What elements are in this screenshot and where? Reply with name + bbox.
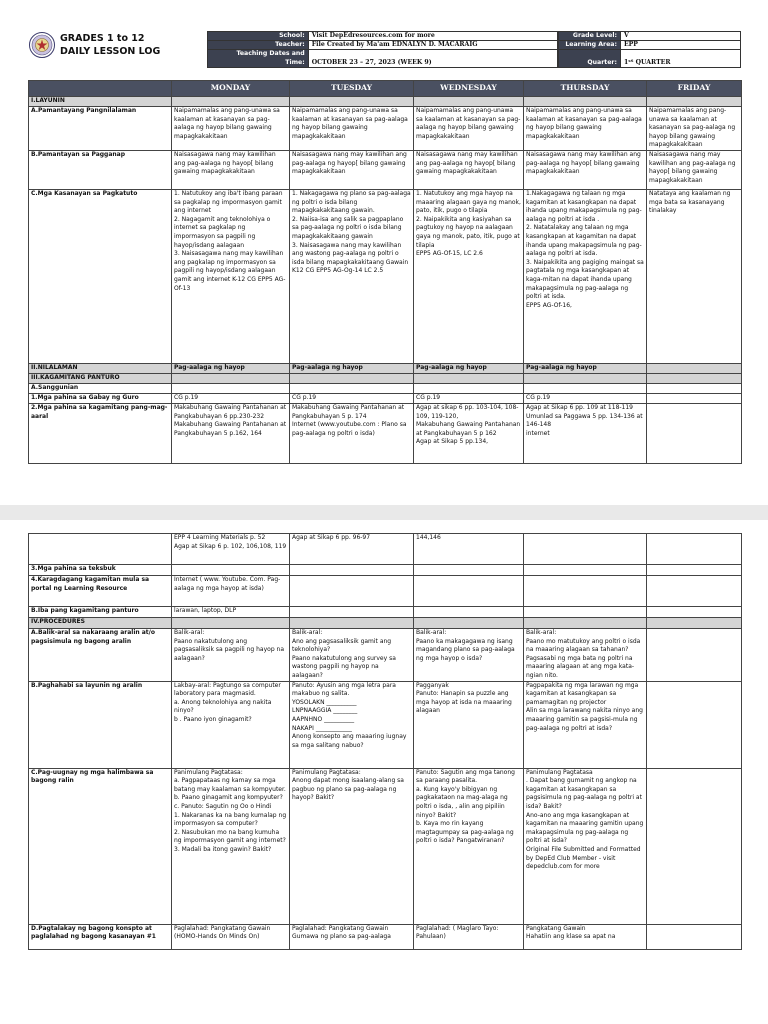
row-label: B.Pamantayan sa Pagganap [29,150,172,189]
cell-thursday: Agap at Sikap 6 pp. 109 at 118-119 Umunlad sa Paggawa 5 pp. 134-136 at 146-148 internet [524,403,647,463]
cell-friday [647,534,742,565]
dates-label [208,50,309,68]
day-header-monday: MONDAY [172,81,290,97]
cell-tuesday: Makabuhang Gawaing Pantahanan at Pangkabuhayan 5 p. 174 Internet (www.youtube.com : Plano sa pag-aalaga ng poltri o isda) [290,403,414,463]
cell-wednesday [414,383,524,393]
cell-monday: Internet ( www. Youtube. Com. Pag-aalaga ng mga hayop at isda) [172,576,290,607]
cell-thursday [524,576,647,607]
learning-area-label: Learning Area: [559,41,621,50]
cell-friday [647,383,742,393]
cell-friday [647,768,742,924]
title-line-1: GRADES 1 to 12 [60,33,145,44]
cell-thursday [524,534,647,565]
cell-monday: Makabuhang Gawaing Pantahanan at Pangkabuhayan 6 pp.230-232 Makabuhang Gawaing Pantahanan at Pangkabuhayan 5 p.162, 164 [172,403,290,463]
cell-thursday [524,383,647,393]
row-label [29,534,172,565]
row-label: C.Pag-uugnay ng mga halimbawa sa bagong rali​n [29,768,172,924]
cell-monday [172,373,290,383]
cell-monday [172,97,290,107]
cell-friday [647,565,742,576]
cell-thursday: Pag-aalaga ng hayop [524,363,647,373]
row-label: I.LAYUNIN [29,97,172,107]
cell-tuesday [290,576,414,607]
day-header-wednesday: WEDNESDAY [414,81,524,97]
day-header-tuesday: TUESDAY [290,81,414,97]
row-label: B.Paghahabi sa layunin ng aralin [29,681,172,768]
cell-tuesday [290,618,414,629]
day-header-friday: FRIDAY [647,81,742,97]
cell-friday [647,629,742,682]
cell-monday: Naisasagawa nang may kawilihan ang pag-aalaga ng hayop[ bilang gawaing mapagkakakitaan [172,150,290,189]
cell-tuesday: Panuto: Ayusin ang mga letra para makabuo ng salita. YOSOLAKN __________ LNPNAAGGIA ________ AAPNHNO __________ NAKAPI ____________ Anong konsepto ang maaaring iugnay sa mga salitang nabuo? [290,681,414,768]
cell-friday [647,393,742,403]
cell-friday [647,924,742,949]
cell-wednesday [414,576,524,607]
cell-monday: Balik-aral: Paano nakatutulong ang pagsasaliksik sa pagpili ng hayop na aalagaan? [172,629,290,682]
lesson-log-table-page-1 [28,80,742,464]
table-row [29,629,742,682]
cell-tuesday: CG p.19 [290,393,414,403]
row-label: 3.Mga pahina sa teksbuk [29,565,172,576]
cell-tuesday: Naipamamalas ang pang-unawa sa kaalaman at kasanayan sa pag-aalaga ng hayop bilang gawaing mapagkakakitaan [290,107,414,151]
row-label: D.Pagtalakay ng bagong konspto at paglalahad ng bagong kasanayan #1 [29,924,172,949]
cell-wednesday: Naipamamalas ang pang-unawa sa kaalaman at kasanayan sa pag-aalaga ng hayop bilang gawaing mapagkakakitaan [414,107,524,151]
row-label: A.Sanggunian [29,383,172,393]
quarter-label: Quarter: [559,50,621,68]
cell-monday: Panimulang Pagtatasa: a. Pagpapataas ng kamay sa mga batang may kaalaman sa kompyuter. b. Paano ginagamit ang kompyuter? c. Panuto: Sagutin ng Oo o Hindi 1. Nakaranas ka na bang kumalap ng impormasyon sa computer? 2. Nasubukan mo na bang kumuha ng impormasyon gamit ang internet? 3. Madali ba itong gawin? Bakit? [172,768,290,924]
table-row [29,534,742,565]
cell-thursday: Pangkatang Gawain Hahatiin ang klase sa apat na [524,924,647,949]
table-row [29,189,742,363]
table-row [29,97,742,107]
cell-monday: Paglalahad: Pangkatang Gawain (HOMO-Hands On Minds On) [172,924,290,949]
cell-tuesday [290,97,414,107]
day-header-thursday: THURSDAY [524,81,647,97]
cell-wednesday: Panuto: Sagutin ang mga tanong sa paraang pasalita. a. Kung kayo'y bibigyan ng pagkakataon na mag-alaga ng poltri o isda, , alin ang pipiliin ninyo? Bakit? b. Kaya mo rin kayang magtagumpay sa pag-aalaga ng poltri o isda? Pangatwiranan? [414,768,524,924]
cell-wednesday: 144,146 [414,534,524,565]
cell-friday [647,97,742,107]
row-label: II.NILALAMAN [29,363,172,373]
table-row [29,403,742,463]
cell-wednesday [414,565,524,576]
cell-wednesday [414,607,524,618]
row-label: 1.Mga pahina sa Gabay ng Guro [29,393,172,403]
cell-tuesday: Pag-aalaga ng hayop [290,363,414,373]
cell-friday [647,363,742,373]
school-value: Visit DepEdresources.com for more [308,32,557,41]
cell-tuesday [290,383,414,393]
cell-wednesday [414,373,524,383]
table-row [29,150,742,189]
row-label: B.Iba pang kagamitang panturo [29,607,172,618]
cell-monday: EPP 4 Learning Materials p. 52 Agap at Sikap 6 p. 102, 106,108, 119 [172,534,290,565]
table-row [29,618,742,629]
cell-wednesday: Pag-aalaga ng hayop [414,363,524,373]
cell-monday: CG p.19 [172,393,290,403]
lesson-log-table-page-2 [28,533,742,950]
cell-friday [647,373,742,383]
corner-cell [29,81,172,97]
cell-friday [647,607,742,618]
cell-wednesday [414,97,524,107]
document-title [60,32,160,58]
row-label: A.Pamantayang Pangnilalaman [29,107,172,151]
cell-thursday: Panimulang Pagtatasa . Dapat bang gumamit ng angkop na kagamitan at kasangkapan sa pagsisimula ng pag-aalaga ng poltri at isda? Bakit? Ano-ano ang mga kasangkapan at kagamitan na maaaring gamitin upang makapagsimula ng pag-aalaga ng poltri at isda? Original File Submitted and Formatted by DepEd Club Member - visit depedclub.com for more [524,768,647,924]
cell-friday [647,403,742,463]
cell-wednesday: Agap at sikap 6 pp. 103-104, 108-109, 119-120, Makabuhang Gawaing Pantahanan at Pangkabuhayan 5 p 162 Agap at Sikap 5 pp.134, [414,403,524,463]
cell-wednesday [414,618,524,629]
cell-wednesday: Paglalahad: ( Maglaro Tayo: Pahulaan) [414,924,524,949]
cell-monday [172,565,290,576]
cell-thursday [524,97,647,107]
table-row [29,924,742,949]
school-label: School: [208,32,309,41]
row-label: 4.Karagdagang kagamitan mula sa portal ng Learning Resource [29,576,172,607]
cell-monday: 1. Natutukoy ang iba't ibang paraan sa pagkalap ng impormasyon gamit ang internet 2. Nagagamit ang teknolohiya o internet sa pagkalap ng impormasyon sa pagpili ng hayop/isdang aalagaan 3. Naisasagawa nang may kawilihan ang pagkalap ng impormasyon sa pagpili ng hayop/isdang aalagaan gamit ang internet K-12 CG EPP5 AG-Of-13 [172,189,290,363]
cell-wednesday: CG p.19 [414,393,524,403]
table-row [29,363,742,373]
cell-thursday: Balik-aral: Paano mo matutukoy ang poltri o isda na maaaring alagaan sa tahanan? Pagsasabi ng mga bata ng poltri na maaaring alagaan at ang mga kata-ngian nito. [524,629,647,682]
table-row [29,107,742,151]
table-row [29,576,742,607]
document-page-1 [0,0,768,505]
row-label: A.Balik-aral sa nakaraang aralin at/o pagsisimula ng bagong aralin [29,629,172,682]
cell-wednesday: Balik-aral: Paano ka makagagawa ng isang magandang plano sa pag-aalaga ng mga hayop o isda? [414,629,524,682]
row-label: C.Mga Kasanayan sa Pagkatuto [29,189,172,363]
cell-monday: Lakbay-aral: Pagtungo sa computer laboratory para magmasid. a. Anong teknolohiya ang nakita ninyo? b . Paano iyon ginagamit? [172,681,290,768]
cell-thursday: 1.Nakagagawa ng talaan ng mga kagamitan at kasangkapan na dapat ihanda upang makapagsimula ng pag-aalaga ng poltri at isda . 2. Natatalakay ang talaan ng mga kasangkapan at kagamitan na dapat ihanda upang makapagsimula ng pag-aalaga ng poltri at isda. 3. Naipakikita ang pagiging maingat sa pagtatala ng mga kasangkapan at kaga-mitan na dapat ihanda upang makapagsimula ng pag-aalaga ng poltri at isda. EPP5 AG-Of-16, [524,189,647,363]
dates-label-line-1: Teaching Dates and [236,50,305,57]
day-header-row [29,81,742,97]
grade-level-value: V [620,32,740,41]
cell-thursday [524,607,647,618]
cell-thursday: Naipamamalas ang pang-unawa sa kaalaman at kasanayan sa pag-aalaga ng hayop bilang gawaing mapagkakakitaan [524,107,647,151]
cell-thursday [524,565,647,576]
table-row [29,607,742,618]
row-label: IV.PROCEDURES [29,618,172,629]
table-row [29,393,742,403]
cell-friday [647,618,742,629]
header-info-right [558,31,741,68]
quarter-value: 1ˢᵀ QUARTER [620,50,740,68]
cell-tuesday: Paglalahad: Pangkatang Gawain Gumawa ng plano sa pag-aalaga [290,924,414,949]
grade-level-label: Grade Level: [559,32,621,41]
title-line-2: DAILY LESSON LOG [60,46,161,57]
cell-tuesday: Panimulang Pagtatasa: Anong dapat mong isaalang-alang sa pagbuo ng plano sa pag-aalaga ng hayop? Bakit? [290,768,414,924]
teacher-value: File Created by Ma'am EDNALYN D. MACARAIG [308,41,557,50]
cell-monday [172,618,290,629]
table-row [29,768,742,924]
cell-tuesday [290,373,414,383]
cell-friday [647,576,742,607]
cell-friday: Naipamamalas ang pang-unawa sa kaalaman at kasanayan sa pag-aalaga ng hayop bilang gawaing mapagkakakitaan [647,107,742,151]
cell-friday [647,681,742,768]
cell-thursday: Pagpapakita ng mga larawan ng mga kagamitan at kasangkapan sa pamamagitan ng projector Alin sa mga larawang nakita ninyo ang maaaring gamitin sa pagsisi-mula ng pag-aalaga ng poltri at isda? [524,681,647,768]
table-row [29,373,742,383]
cell-tuesday [290,607,414,618]
cell-tuesday: Agap at Sikap 6 pp. 96-97 [290,534,414,565]
cell-tuesday: Balik-aral: Ano ang pagsasaliksik gamit ang teknolohiya? Paano nakatutulong ang survey sa wastong pagpili ng hayop na aalagaan? [290,629,414,682]
table-row [29,565,742,576]
learning-area-value: EPP [620,41,740,50]
dates-value: OCTOBER 23 – 27, 2023 (WEEK 9) [308,50,557,68]
cell-monday: Pag-aalaga ng hayop [172,363,290,373]
row-label: III.KAGAMITANG PANTURO [29,373,172,383]
cell-friday: Naisasagawa nang may kawilihan ang pag-aalaga ng hayop[ bilang gawaing mapagkakakitaan [647,150,742,189]
cell-tuesday: 1. Nakagagawa ng plano sa pag-aalaga ng poltri o isda bilang mapagkakakitaang gawain. 2. Naiisa-isa ang salik sa pagpaplano sa pag-aalaga ng poltri o isda bilang mapagkakakitaang gawain 3. Naisasagawa nang may kawilihan ang wastong pag-aalaga ng poltri o isda bilang mapagkakakitaang Gawain K12 CG EPP5 AG-Og-14 LC 2.5 [290,189,414,363]
dates-label-line-2: Time: [285,58,305,66]
cell-wednesday: Pagganyak Panuto: Hanapin sa puzzle ang mga hayop at isda na maaaring alagaan [414,681,524,768]
cell-monday [172,383,290,393]
cell-friday: Natataya ang kaalaman ng mga bata sa kasanayang tinalakay [647,189,742,363]
table-row [29,383,742,393]
cell-wednesday: 1. Natutukoy ang mga hayop na maaaring alagaan gaya ng manok, pato, itik, pugo o tilapia 2. Naipakikita ang kasiyahan sa pagtukoy ng hayop na aalagaan gaya ng manok, pato, itik, pugo at tilapia EPP5 AG-Of-15, LC 2.6 [414,189,524,363]
header-info-left [207,31,558,68]
cell-thursday [524,373,647,383]
cell-monday: Naipamamalas ang pang-unawa sa kaalaman at kasanayan sa pag-aalaga ng hayop bilang gawaing mapagkakakitaan [172,107,290,151]
cell-tuesday [290,565,414,576]
cell-monday: larawan, laptop, DLP [172,607,290,618]
row-label: 2.Mga pahina sa kagamitang pang-mag-aaral [29,403,172,463]
cell-thursday: CG p.19 [524,393,647,403]
cell-thursday: Naisasagawa nang may kawilihan ang pag-aalaga ng hayop[ bilang gawaing mapagkakakitaan [524,150,647,189]
document-page-2 [0,520,768,1024]
cell-wednesday: Naisasagawa nang may kawilihan ang pag-aalaga ng hayop[ bilang gawaing mapagkakakitaan [414,150,524,189]
teacher-label: Teacher: [208,41,309,50]
cell-thursday [524,618,647,629]
cell-tuesday: Naisasagawa nang may kawilihan ang pag-aalaga ng hayop[ bilang gawaing mapagkakakitaan [290,150,414,189]
table-row [29,681,742,768]
deped-seal-icon [29,32,55,58]
